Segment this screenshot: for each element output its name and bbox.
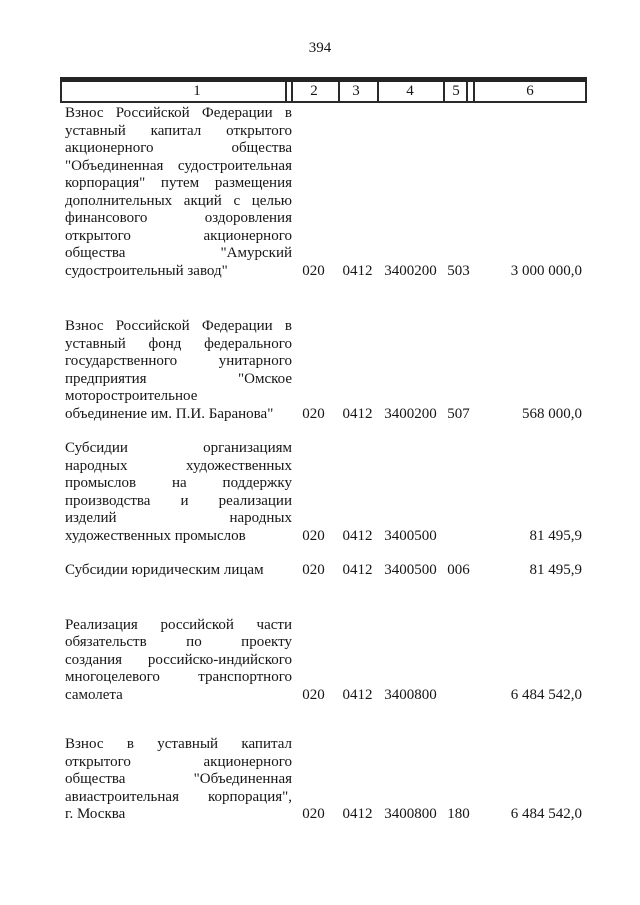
target-article-code-cell: 3400200 [384, 405, 437, 422]
item-name-line: создания российско-индийского [65, 651, 292, 668]
header-cell-5: 5 [452, 83, 460, 99]
item-name-line: акционерного общества [65, 140, 292, 156]
table-row [60, 440, 587, 545]
table-border-left [60, 82, 62, 101]
item-name-line: корпорация" путем размещения [65, 175, 292, 191]
item-name-line: дополнительных акций с целью [65, 192, 292, 209]
amount-cell: 3 000 000,0 [510, 262, 582, 279]
column-divider [377, 82, 379, 101]
item-name-line: общества "Объединенная [65, 771, 292, 787]
table-header-row [60, 77, 587, 103]
item-name-line: многоцелевого транспортного [65, 669, 292, 685]
target-article-code-cell: 3400200 [384, 262, 437, 279]
item-name [65, 562, 292, 580]
header-cell-1: 1 [193, 83, 201, 99]
item-name-line: Реализация российской части [65, 616, 292, 633]
item-name-line: финансового оздоровления [65, 210, 292, 226]
target-article-code-cell: 3400500 [384, 527, 437, 544]
section-code-cell: 0412 [342, 262, 373, 279]
section-code-cell: 0412 [342, 527, 373, 544]
expense-type-code-cell: 180 [447, 806, 470, 822]
item-name [65, 736, 292, 824]
section-code-cell: 0412 [342, 562, 373, 578]
amount-cell: 6 484 542,0 [510, 686, 582, 703]
item-name-line: судостроительный завод" [65, 262, 228, 279]
item-name [65, 318, 292, 423]
item-name-line: объединение им. П.И. Баранова" [65, 405, 274, 422]
item-name-line: авиастроительная корпорация", [65, 788, 292, 805]
chapter-code-cell: 020 [302, 405, 325, 422]
amount-cell: 6 484 542,0 [510, 806, 582, 822]
table-row [60, 617, 587, 705]
chapter-code-cell: 020 [302, 527, 325, 544]
item-name-line: Субсидии юридическим лицам [65, 562, 264, 578]
page-number: 394 [308, 40, 332, 56]
item-name [65, 105, 292, 280]
item-name-line: уставный капитал открытого [65, 122, 292, 139]
table-border-right [585, 82, 587, 101]
section-code-cell: 0412 [342, 405, 373, 422]
item-name-line: Субсидии организациям [65, 440, 292, 456]
section-code-cell: 0412 [342, 686, 373, 703]
item-name-line: общества "Амурский [65, 245, 292, 261]
chapter-code-cell: 020 [302, 806, 325, 822]
table-row [60, 318, 587, 423]
item-name-line: производства и реализации [65, 492, 292, 509]
chapter-code-cell: 020 [302, 262, 325, 279]
amount-cell: 81 495,9 [529, 527, 582, 544]
amount-cell: 568 000,0 [522, 405, 582, 422]
item-name-line: "Объединенная судостроительная [65, 157, 292, 174]
item-name-line: Взнос Российской Федерации в [65, 318, 292, 334]
item-name-line: изделий народных [65, 510, 292, 526]
header-cell-3: 3 [352, 83, 360, 99]
item-name-line: Взнос Российской Федерации в [65, 105, 292, 121]
expense-type-code-cell: 006 [447, 562, 470, 578]
item-name-line: уставный фонд федерального [65, 335, 292, 352]
item-name-line: предприятия "Омское [65, 370, 292, 387]
target-article-code-cell: 3400500 [384, 562, 437, 578]
column-divider [285, 82, 287, 101]
target-article-code-cell: 3400800 [384, 806, 437, 822]
section-code-cell: 0412 [342, 806, 373, 822]
chapter-code-cell: 020 [302, 562, 325, 578]
amount-cell: 81 495,9 [529, 562, 582, 578]
column-divider [291, 82, 293, 101]
item-name-line: г. Москва [65, 806, 126, 822]
header-cell-4: 4 [406, 83, 414, 99]
table-body [60, 105, 587, 824]
item-name [65, 617, 292, 705]
item-name-line: государственного унитарного [65, 353, 292, 369]
header-cell-2: 2 [310, 83, 318, 99]
item-name-line: народных художественных [65, 457, 292, 474]
item-name-line: открытого акционерного [65, 753, 292, 770]
table-row [60, 105, 587, 280]
item-name [65, 440, 292, 545]
expense-type-code-cell: 507 [447, 405, 470, 422]
table-row [60, 562, 587, 580]
target-article-code-cell: 3400800 [384, 686, 437, 703]
chapter-code-cell: 020 [302, 686, 325, 703]
item-name-line: моторостроительное [65, 388, 198, 404]
table-row [60, 736, 587, 824]
item-name-line: художественных промыслов [65, 527, 246, 544]
header-cell-6: 6 [526, 83, 534, 99]
item-name-line: промыслов на поддержку [65, 475, 292, 491]
budget-table [60, 77, 587, 824]
item-name-line: открытого акционерного [65, 227, 292, 244]
item-name-line: обязательств по проекту [65, 634, 292, 650]
item-name-line: самолета [65, 686, 123, 703]
item-name-line: Взнос в уставный капитал [65, 736, 292, 752]
expense-type-code-cell: 503 [447, 262, 470, 279]
